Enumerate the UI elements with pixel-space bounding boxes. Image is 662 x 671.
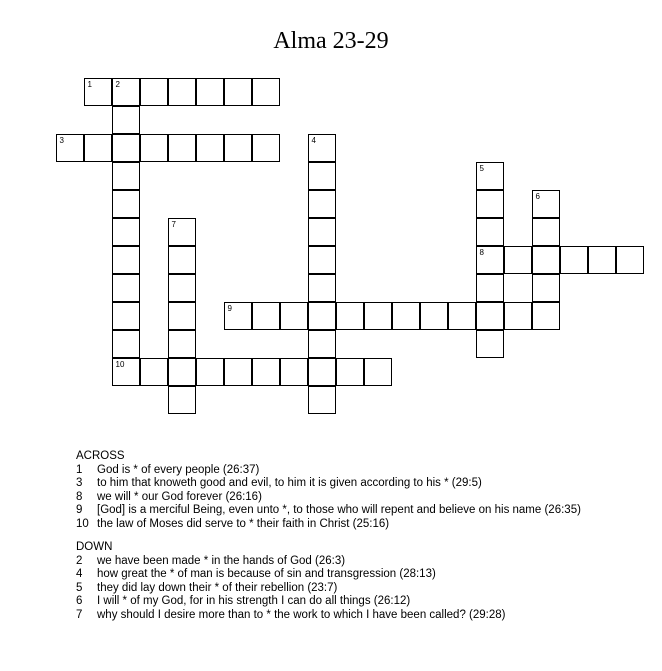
crossword-cell[interactable] xyxy=(364,302,392,330)
cell-number: 7 xyxy=(171,219,176,229)
down-clue xyxy=(76,568,616,582)
clue-number: 5 xyxy=(76,581,83,594)
crossword-cell[interactable] xyxy=(532,302,560,330)
crossword-cell[interactable] xyxy=(112,134,140,162)
clue-number: 4 xyxy=(76,568,83,580)
clue-text: we will * our God forever (26:16) xyxy=(97,490,262,503)
crossword-cell[interactable] xyxy=(616,246,644,274)
crossword-cell[interactable] xyxy=(588,246,616,274)
crossword-cell[interactable] xyxy=(224,134,252,162)
clue-number: 10 xyxy=(76,517,89,530)
crossword-cell[interactable] xyxy=(308,386,336,414)
crossword-cell[interactable] xyxy=(168,302,196,330)
crossword-cell[interactable] xyxy=(308,190,336,218)
clue-text: we have been made * in the hands of God (26:3) xyxy=(97,554,346,567)
crossword-cell[interactable] xyxy=(112,190,140,218)
crossword-cell[interactable] xyxy=(476,246,504,274)
crossword-cell[interactable] xyxy=(448,302,476,330)
clue-text: how great the * of man is because of sin and transgression (28:13) xyxy=(97,568,436,580)
crossword-cell[interactable] xyxy=(168,134,196,162)
clue-number: 7 xyxy=(76,608,83,621)
crossword-cell[interactable] xyxy=(308,218,336,246)
clue-text: [God] is a merciful Being, even unto *, to those who will repent and believe on his name (26:35) xyxy=(97,504,581,516)
clue-text: the law of Moses did serve to * their faith in Christ (25:16) xyxy=(97,517,390,530)
crossword-cell[interactable] xyxy=(280,358,308,386)
clue-text: why should I desire more than to * the work to which I have been called? (29:28) xyxy=(97,608,506,621)
cell-number: 10 xyxy=(115,359,125,369)
cell-number: 5 xyxy=(479,163,484,173)
clue-number: 2 xyxy=(76,554,83,567)
crossword-cell[interactable] xyxy=(224,358,252,386)
crossword-cell[interactable] xyxy=(476,190,504,218)
crossword-cell[interactable] xyxy=(308,134,336,162)
crossword-cell[interactable] xyxy=(196,358,224,386)
clue-number: 8 xyxy=(76,490,83,503)
crossword-cell[interactable] xyxy=(504,246,532,274)
crossword-cell[interactable] xyxy=(56,134,84,162)
down-heading: DOWN xyxy=(76,541,113,553)
crossword-cell[interactable] xyxy=(392,302,420,330)
clue-text: to him that knoweth good and evil, to him it is given according to his * (29:5) xyxy=(97,477,482,489)
crossword-cell[interactable] xyxy=(336,302,364,330)
cell-number: 6 xyxy=(535,191,540,201)
down-clue xyxy=(76,555,616,569)
crossword-cell[interactable] xyxy=(112,302,140,330)
crossword-cell[interactable] xyxy=(532,274,560,302)
crossword-cell[interactable] xyxy=(224,302,252,330)
across-clue xyxy=(76,504,616,518)
page-title: Alma 23-29 xyxy=(273,28,389,54)
crossword-cell[interactable] xyxy=(168,330,196,358)
crossword-cell[interactable] xyxy=(308,274,336,302)
crossword-cell[interactable] xyxy=(476,330,504,358)
crossword-cell[interactable] xyxy=(280,302,308,330)
cell-number: 9 xyxy=(227,303,232,313)
crossword-cell[interactable] xyxy=(308,162,336,190)
clue-number: 1 xyxy=(76,463,83,476)
crossword-cell[interactable] xyxy=(168,218,196,246)
crossword-cell[interactable] xyxy=(168,246,196,274)
crossword-cell[interactable] xyxy=(420,302,448,330)
down-clue xyxy=(76,582,616,596)
crossword-cell[interactable] xyxy=(224,78,252,106)
crossword-cell[interactable] xyxy=(476,302,504,330)
crossword-cell[interactable] xyxy=(252,302,280,330)
crossword-cell[interactable] xyxy=(112,218,140,246)
crossword-cell[interactable] xyxy=(252,358,280,386)
crossword-cell[interactable] xyxy=(476,162,504,190)
crossword-cell[interactable] xyxy=(196,78,224,106)
cell-number: 4 xyxy=(311,135,316,145)
crossword-cell[interactable] xyxy=(308,330,336,358)
crossword-cell[interactable] xyxy=(168,274,196,302)
crossword-cell[interactable] xyxy=(252,134,280,162)
crossword-cell[interactable] xyxy=(308,246,336,274)
crossword-cell[interactable] xyxy=(112,78,140,106)
crossword-cell[interactable] xyxy=(308,358,336,386)
down-clue-list xyxy=(76,555,616,623)
crossword-cell[interactable] xyxy=(504,302,532,330)
clue-number: 9 xyxy=(76,504,83,516)
crossword-cell[interactable] xyxy=(532,246,560,274)
crossword-cell[interactable] xyxy=(196,134,224,162)
across-heading: ACROSS xyxy=(76,450,125,462)
clue-text: God is * of every people (26:37) xyxy=(97,463,260,476)
crossword-cell[interactable] xyxy=(84,134,112,162)
clue-text: I will * of my God, for in his strength I can do all things (26:12) xyxy=(97,595,411,607)
crossword-cell[interactable] xyxy=(560,246,588,274)
crossword-cell[interactable] xyxy=(476,274,504,302)
clues-section xyxy=(76,450,616,632)
crossword-cell[interactable] xyxy=(336,358,364,386)
across-clue xyxy=(76,477,616,491)
crossword-cell[interactable] xyxy=(112,358,140,386)
crossword-cell[interactable] xyxy=(252,78,280,106)
crossword-cell[interactable] xyxy=(84,78,112,106)
crossword-cell[interactable] xyxy=(168,386,196,414)
clue-text: they did lay down their * of their rebellion (23:7) xyxy=(97,581,338,594)
crossword-cell[interactable] xyxy=(476,218,504,246)
cell-number: 3 xyxy=(59,135,64,145)
across-clue-list xyxy=(76,464,616,532)
cell-number: 1 xyxy=(87,79,92,89)
crossword-cell[interactable] xyxy=(532,190,560,218)
crossword-cell[interactable] xyxy=(168,78,196,106)
crossword-cell[interactable] xyxy=(532,218,560,246)
down-clue xyxy=(76,595,616,609)
cell-number: 2 xyxy=(115,79,120,89)
crossword-cell[interactable] xyxy=(112,106,140,134)
clue-number: 6 xyxy=(76,595,83,607)
cell-number: 8 xyxy=(479,247,484,257)
down-clue xyxy=(76,609,616,623)
across-clue xyxy=(76,518,616,532)
crossword-cell[interactable] xyxy=(112,274,140,302)
across-clue xyxy=(76,491,616,505)
crossword-cell[interactable] xyxy=(140,78,168,106)
across-clue xyxy=(76,464,616,478)
crossword-cell[interactable] xyxy=(364,358,392,386)
crossword-cell[interactable] xyxy=(168,358,196,386)
crossword-cell[interactable] xyxy=(140,134,168,162)
crossword-cell[interactable] xyxy=(112,330,140,358)
crossword-cell[interactable] xyxy=(308,302,336,330)
crossword-cell[interactable] xyxy=(112,162,140,190)
crossword-cell[interactable] xyxy=(140,358,168,386)
clue-number: 3 xyxy=(76,477,83,489)
crossword-cell[interactable] xyxy=(112,246,140,274)
